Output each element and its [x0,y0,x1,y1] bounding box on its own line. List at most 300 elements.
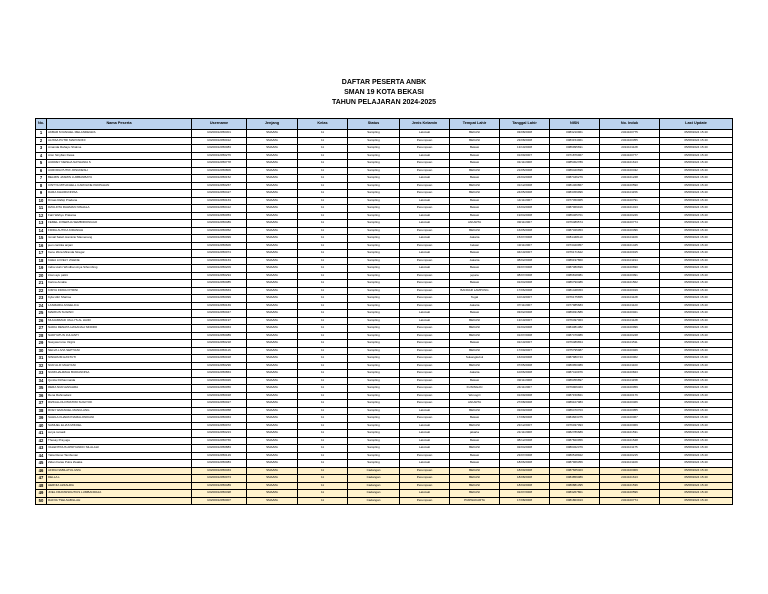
cell-username: U0200012050223 [192,430,247,438]
table-row [36,242,733,250]
cell-jenis-kelamin: Perempuan [400,280,450,288]
cell-tempat-lahir: Bekasi [450,212,500,220]
cell-kelas: 11 [298,497,348,505]
cell-nama: NADIA RENATA HASANAH SINDRO [47,325,192,333]
cell-nama: jeen cantika anjani [47,242,192,250]
cell-tanggal-lahir: 27/08/2008 [500,400,550,408]
cell-username: U0200012050007 [192,497,247,505]
cell-nama: Thesay Prayuga [47,437,192,445]
cell-jenis-kelamin: Laki-laki [400,175,450,183]
cell-username: U0200012050209 [192,265,247,273]
cell-last-update: 05/08/2024 15:40 [660,250,733,258]
cell-no: 29 [36,340,47,348]
cell-no: 8 [36,182,47,190]
cell-tempat-lahir: jakarta [450,430,500,438]
cell-username: U0200012050058 [192,407,247,415]
cell-kelas: 11 [298,325,348,333]
cell-no: 4 [36,152,47,160]
cell-last-update: 05/08/2024 15:40 [660,370,733,378]
cell-nisn: 0076171622 [550,250,600,258]
table-row [36,392,733,400]
cell-tanggal-lahir: 17/09/2007 [500,347,550,355]
cell-no: 31 [36,355,47,363]
cell-username: U0200012050072 [192,422,247,430]
cell-nisn: 0080881395 [550,482,600,490]
cell-last-update: 05/08/2024 15:40 [660,392,733,400]
cell-tempat-lahir: Jakarta [450,257,500,265]
cell-tempat-lahir: Bekasi [450,437,500,445]
cell-no: 42 [36,437,47,445]
cell-username: U0200012050026 [192,377,247,385]
participant-table [35,118,733,505]
cell-kelas: 11 [298,295,348,303]
cell-jenjang: SMA/MA [247,460,298,468]
cell-username: U0200012050063 [192,415,247,423]
cell-nama: Dimas Rafiqi Pradana [47,197,192,205]
cell-nama: NELVA LIVIA SEPTIANI [47,347,192,355]
cell-jenis-kelamin: Perempuan [400,302,450,310]
cell-jenis-kelamin: Perempuan [400,377,450,385]
cell-jenjang: SMA/MA [247,175,298,183]
cell-jenjang: SMA/MA [247,242,298,250]
cell-nisn: 0087069916 [550,205,600,213]
cell-no: 23 [36,295,47,303]
cell-no-induk: 2324100091 [600,272,660,280]
cell-no-induk: 2324101511 [600,340,660,348]
cell-tanggal-lahir: 15/07/2008 [500,235,550,243]
table-row [36,212,733,220]
cell-tanggal-lahir: 31/12/2008 [500,182,550,190]
cell-jenis-kelamin: Perempuan [400,347,450,355]
cell-jenjang: SMA/MA [247,332,298,340]
cell-jenjang: SMA/MA [247,475,298,483]
cell-nama: Nasywa Ismu Virgini [47,340,192,348]
cell-username: U0200012050427 [192,190,247,198]
table-row [36,430,733,438]
cell-jenjang: SMA/MA [247,227,298,235]
cell-no-induk: 2324101445 [600,242,660,250]
cell-nisn: 0077985683 [550,302,600,310]
cell-no: 44 [36,452,47,460]
cell-kelas: 11 [298,205,348,213]
cell-tempat-lahir: Bekasi [450,415,500,423]
cell-tempat-lahir: PURWAKARTA [450,497,500,505]
table-header-row [36,119,733,130]
cell-nisn: 0076175655 [550,295,600,303]
cell-tanggal-lahir: 19/04/2008 [500,212,550,220]
cell-last-update: 05/08/2024 15:40 [660,310,733,318]
table-row [36,317,733,325]
cell-nisn: 0081803913 [550,497,600,505]
cell-last-update: 05/08/2024 15:40 [660,317,733,325]
cell-tanggal-lahir: 23/07/2008 [500,452,550,460]
cell-status: Sampling [348,220,400,228]
cell-kelas: 11 [298,385,348,393]
cell-tempat-lahir: Jakarta [450,302,500,310]
table-row [36,497,733,505]
cell-nisn: 0081460867 [550,182,600,190]
cell-nisn: 0087380699 [550,265,600,273]
cell-nisn: 0086470703 [550,407,600,415]
cell-nisn: 0087479986 [550,332,600,340]
cell-tempat-lahir: BEKASI [450,347,500,355]
cell-nama: Ismail Saleh Hamizar Mamenang [47,235,192,243]
cell-tempat-lahir: bekasi [450,242,500,250]
cell-status: Sampling [348,295,400,303]
cell-last-update: 05/08/2024 15:40 [660,482,733,490]
cell-jenis-kelamin: Perempuan [400,452,450,460]
cell-nisn: 0076497063 [550,317,600,325]
table-row [36,167,733,175]
cell-jenjang: SMA/MA [247,272,298,280]
cell-no-induk: 2324100777 [600,152,660,160]
cell-tempat-lahir: BEKASI [450,325,500,333]
cell-tanggal-lahir: 01/09/2007 [500,152,550,160]
cell-no-induk: 2324100843 [600,370,660,378]
cell-no: 16 [36,242,47,250]
cell-status: Sampling [348,190,400,198]
table-row [36,407,733,415]
cell-status: Sampling [348,287,400,295]
cell-last-update: 05/08/2024 15:40 [660,437,733,445]
table-row [36,482,733,490]
cell-nisn: 0087665403 [550,467,600,475]
header-jenis-kelamin: Jenis Kelamin [400,119,450,130]
table-row [36,347,733,355]
cell-jenis-kelamin: Laki-laki [400,197,450,205]
cell-kelas: 11 [298,430,348,438]
cell-tempat-lahir: BANDAR LAMPUNG [450,287,500,295]
cell-no: 35 [36,385,47,393]
cell-kelas: 11 [298,257,348,265]
cell-last-update: 05/08/2024 15:40 [660,152,733,160]
cell-tanggal-lahir: 24/11/2007 [500,385,550,393]
cell-jenis-kelamin: Perempuan [400,137,450,145]
cell-jenjang: SMA/MA [247,400,298,408]
cell-jenjang: SMA/MA [247,430,298,438]
doc-title-line3: TAHUN PELAJARAN 2024-2025 [331,99,437,106]
cell-nama: RAFVA TSELSABILLAH [47,497,192,505]
table-row [36,265,733,273]
cell-status: Sampling [348,212,400,220]
cell-jenjang: SMA/MA [247,497,298,505]
cell-tanggal-lahir: 03/02/2008 [500,310,550,318]
cell-tempat-lahir: BEKASI [450,422,500,430]
cell-no-induk: 2324100774 [600,497,660,505]
cell-username: U0200012050498 [192,490,247,498]
cell-last-update: 05/08/2024 15:40 [660,332,733,340]
cell-tempat-lahir: BEKASI [450,467,500,475]
cell-nisn: 0086465701 [550,212,600,220]
cell-jenjang: SMA/MA [247,310,298,318]
cell-jenjang: SMA/MA [247,265,298,273]
table-row [36,437,733,445]
cell-jenis-kelamin: Laki-laki [400,460,450,468]
cell-last-update: 05/08/2024 15:40 [660,235,733,243]
cell-last-update: 05/08/2024 15:40 [660,490,733,498]
cell-kelas: 11 [298,400,348,408]
cell-status: Cadangan [348,482,400,490]
cell-last-update: 05/08/2024 15:40 [660,257,733,265]
cell-last-update: 05/08/2024 15:40 [660,302,733,310]
cell-tanggal-lahir: 19/11/2007 [500,242,550,250]
cell-username: U0200012050085 [192,280,247,288]
cell-no: 36 [36,392,47,400]
cell-kelas: 11 [298,490,348,498]
cell-tanggal-lahir: 09/11/2007 [500,220,550,228]
cell-nisn: 0076489654 [550,340,600,348]
cell-jenjang: SMA/MA [247,340,298,348]
table-row [36,152,733,160]
cell-jenjang: SMA/MA [247,467,298,475]
cell-status: Sampling [348,160,400,168]
cell-no: 14 [36,227,47,235]
cell-tempat-lahir: BEKASI [450,482,500,490]
cell-nama: JOEL FRANSISKHTIUS LUMBANRAJA [47,490,192,498]
cell-jenjang: SMA/MA [247,347,298,355]
cell-no: 17 [36,250,47,258]
cell-last-update: 05/08/2024 15:40 [660,130,733,138]
cell-jenis-kelamin: Perempuan [400,482,450,490]
cell-status: Sampling [348,137,400,145]
cell-last-update: 05/08/2024 15:40 [660,242,733,250]
cell-jenis-kelamin: Perempuan [400,355,450,363]
cell-kelas: 11 [298,212,348,220]
cell-no: 25 [36,310,47,318]
cell-kelas: 11 [298,287,348,295]
cell-jenjang: SMA/MA [247,362,298,370]
cell-no-induk: 2324101120 [600,302,660,310]
cell-jenjang: SMA/MA [247,407,298,415]
cell-tempat-lahir: Jakarta [450,235,500,243]
cell-nama: Amanda Rahayu Shalma [47,145,192,153]
cell-status: Sampling [348,325,400,333]
cell-status: Sampling [348,370,400,378]
cell-status: Sampling [348,145,400,153]
cell-username: U0200012050301 [192,130,247,138]
cell-last-update: 05/08/2024 15:40 [660,265,733,273]
cell-jenjang: SMA/MA [247,190,298,198]
cell-no-induk: 2324101194 [600,257,660,265]
cell-jenjang: SMA/MA [247,257,298,265]
table-row [36,137,733,145]
cell-nisn: 0086995691 [550,145,600,153]
table-row [36,197,733,205]
cell-nisn: 0089197860 [550,257,600,265]
cell-no: 7 [36,175,47,183]
cell-no-induk: 2324101158 [600,377,660,385]
cell-no-induk: 2324101548 [600,437,660,445]
cell-last-update: 05/08/2024 15:40 [660,355,733,363]
cell-tanggal-lahir: 01/09/2008 [500,392,550,400]
table-row [36,340,733,348]
cell-jenis-kelamin: Laki-laki [400,490,450,498]
cell-nisn: 0075795987 [550,347,600,355]
cell-username: U0200012050053 [192,212,247,220]
cell-jenis-kelamin: Perempuan [400,362,450,370]
cell-jenjang: SMA/MA [247,295,298,303]
cell-nisn: 0082786689 [550,430,600,438]
cell-no-induk: 2324101109 [600,235,660,243]
cell-no: 43 [36,445,47,453]
cell-nisn: 0079906463 [550,385,600,393]
table-row [36,250,733,258]
cell-tanggal-lahir: 03/09/2008 [500,407,550,415]
table-row [36,422,733,430]
cell-nama: VALENTINUS APRIYANDO SILALAHI [47,445,192,453]
cell-tempat-lahir: BEKASI [450,137,500,145]
cell-jenjang: SMA/MA [247,250,298,258]
cell-jenis-kelamin: Laki-laki [400,317,450,325]
header-no-induk: No. Induk [600,119,660,130]
cell-jenis-kelamin: Perempuan [400,415,450,423]
cell-status: Sampling [348,182,400,190]
table-row [36,302,733,310]
cell-last-update: 05/08/2024 15:40 [660,422,733,430]
cell-nisn: 0089420696 [550,167,600,175]
cell-jenis-kelamin: Perempuan [400,295,450,303]
cell-nama: AFRIA NABILATUL IZZA [47,467,192,475]
cell-nisn: 0083459996 [550,190,600,198]
cell-kelas: 11 [298,340,348,348]
cell-kelas: 11 [298,272,348,280]
cell-nisn: 0083154961 [550,137,600,145]
cell-nisn: 0086790486 [550,280,600,288]
cell-nisn: 0084381382 [550,325,600,333]
cell-tempat-lahir: Tegal [450,295,500,303]
cell-tempat-lahir: BEKASI [450,362,500,370]
cell-nisn: 0080322379 [550,445,600,453]
cell-nama: MUHAMMAD VALLYS AL HAIDI [47,317,192,325]
cell-status: Sampling [348,332,400,340]
cell-jenis-kelamin: Perempuan [400,385,450,393]
cell-username: U0200012050197 [192,317,247,325]
cell-last-update: 05/08/2024 15:40 [660,182,733,190]
cell-no: 21 [36,280,47,288]
cell-nisn: 0084663375 [550,415,600,423]
cell-nama: AURORA PUTRI JOSUDESH [47,167,192,175]
header-jenjang: Jenjang [247,119,298,130]
cell-last-update: 05/08/2024 15:40 [660,467,733,475]
cell-no: 20 [36,272,47,280]
cell-jenis-kelamin: Perempuan [400,182,450,190]
cell-kelas: 11 [298,377,348,385]
cell-tempat-lahir: Bekasi [450,460,500,468]
cell-status: Sampling [348,377,400,385]
cell-username: U0200012050294 [192,272,247,280]
cell-tempat-lahir: Bekasi [450,280,500,288]
cell-no: 1 [36,130,47,138]
cell-kelas: 11 [298,137,348,145]
cell-tempat-lahir: BEKASI [450,167,500,175]
cell-tempat-lahir: Bekasi [450,175,500,183]
cell-status: Sampling [348,347,400,355]
cell-kelas: 11 [298,145,348,153]
cell-no-induk: 2324100021 [600,310,660,318]
cell-kelas: 11 [298,280,348,288]
cell-tanggal-lahir: 13/10/2008 [500,145,550,153]
cell-tanggal-lahir: 18/06/2008 [500,460,550,468]
cell-status: Sampling [348,152,400,160]
cell-last-update: 05/08/2024 15:40 [660,475,733,483]
cell-nisn: 0077450965 [550,197,600,205]
cell-username: U0200012050018 [192,355,247,363]
cell-last-update: 05/08/2024 15:40 [660,497,733,505]
cell-last-update: 05/08/2024 15:40 [660,362,733,370]
cell-status: Sampling [348,400,400,408]
cell-nama: ALISSA PUTRI MARYADINI [47,137,192,145]
cell-kelas: 11 [298,197,348,205]
cell-username: U0200012050489 [192,482,247,490]
cell-tempat-lahir: Bekasi [450,145,500,153]
cell-username: U0200012050883 [192,445,247,453]
cell-status: Sampling [348,452,400,460]
header-status: Status [348,119,400,130]
cell-username: U0200012050083 [192,145,247,153]
cell-jenis-kelamin: Perempuan [400,400,450,408]
cell-nama: LASMARIA ANGELICA [47,302,192,310]
cell-status: Sampling [348,310,400,318]
cell-no: 30 [36,347,47,355]
cell-username: U0200012050276 [192,152,247,160]
cell-no: 28 [36,332,47,340]
cell-no-induk: 2324101128 [600,145,660,153]
cell-jenis-kelamin: Laki-laki [400,152,450,160]
cell-kelas: 11 [298,190,348,198]
cell-no: 45 [36,460,47,468]
cell-tempat-lahir: JAKARTA [450,400,500,408]
table-row [36,490,733,498]
cell-kelas: 11 [298,362,348,370]
table-row [36,235,733,243]
cell-tanggal-lahir: 01/04/2008 [500,280,550,288]
cell-last-update: 05/08/2024 15:40 [660,385,733,393]
cell-nama: MARKUS SUGINO [47,310,192,318]
cell-status: Sampling [348,460,400,468]
table-row [36,175,733,183]
cell-jenis-kelamin: Perempuan [400,340,450,348]
cell-tanggal-lahir: 13/10/2007 [500,317,550,325]
cell-tempat-lahir: BEKASI [450,190,500,198]
table-row [36,205,733,213]
cell-tanggal-lahir: 03/07/2008 [500,265,550,273]
table-row [36,370,733,378]
cell-username: U0200012050663 [192,287,247,295]
cell-nama: NADIYATUN JULIANTI [47,332,192,340]
table-row [36,272,733,280]
cell-nama: DELLA L [47,475,192,483]
cell-status: Sampling [348,130,400,138]
cell-tanggal-lahir: 18/03/2008 [500,482,550,490]
cell-nisn: 0083267801 [550,490,600,498]
cell-tanggal-lahir: 01/07/2008 [500,332,550,340]
cell-jenis-kelamin: Laki-laki [400,250,450,258]
table-row [36,355,733,363]
cell-nisn: 0076489574 [550,220,600,228]
cell-tanggal-lahir: 02/04/2008 [500,445,550,453]
cell-status: Sampling [348,250,400,258]
cell-no: 9 [36,190,47,198]
cell-no: 10 [36,197,47,205]
cell-last-update: 05/08/2024 15:40 [660,295,733,303]
cell-no: 39 [36,415,47,423]
cell-nisn: 0073420957 [550,242,600,250]
cell-status: Sampling [348,445,400,453]
cell-username: U0200012050083 [192,460,247,468]
cell-tanggal-lahir: 07/11/2007 [500,302,550,310]
cell-jenjang: SMA/MA [247,160,298,168]
cell-last-update: 05/08/2024 15:40 [660,175,733,183]
